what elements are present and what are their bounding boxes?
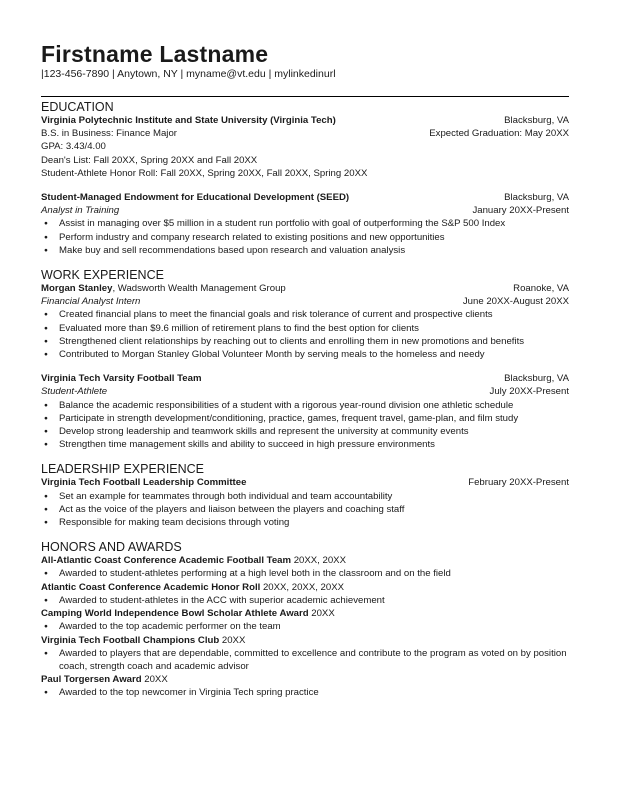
award-years: 20XX [308, 608, 335, 620]
list-item: ● Strengthen time management skills and ability to succeed in high pressure environments [41, 438, 569, 451]
school-name: Virginia Polytechnic Institute and State University (Virginia Tech) [41, 115, 336, 126]
leadership-org: Virginia Tech Football Leadership Committee [41, 477, 247, 489]
job-row [41, 372, 569, 385]
section-title-honors: HONORS AND AWARDS [41, 540, 182, 555]
leadership-row [41, 476, 569, 489]
award-line [41, 581, 569, 594]
list-item: ● Awarded to student-athletes performing at a high level both in the classroom and on the field [41, 567, 569, 580]
seed-role: Analyst in Training [41, 205, 120, 217]
award-name: All-Atlantic Coast Conference Academic Football Team [41, 555, 292, 567]
list-item: ● Assist in managing over $5 million in a student run portfolio with goal of outperforming the S&P 500 Index [41, 217, 569, 230]
list-item: ● Balance the academic responsibilities of a student with a rigorous year-round division one athletic schedule [41, 399, 569, 412]
list-item: ● Perform industry and company research related to existing positions and new opportunities [41, 231, 569, 244]
award-line [41, 673, 569, 686]
work-section [41, 268, 569, 451]
list-item: ● Set an example for teammates through both individual and team accountability [41, 490, 569, 503]
resume-body [41, 100, 569, 700]
seed-row [41, 191, 569, 204]
honor-roll: Student-Athlete Honor Roll: Fall 20XX, Spring 20XX, Fall 20XX, Spring 20XX [41, 167, 368, 179]
award-name: Virginia Tech Football Champions Club [41, 634, 220, 646]
job-org: Virginia Tech Varsity Football Team [41, 373, 202, 385]
list-item: ● Participate in strength development/conditioning, practice, games, frequent travel, game-plan, and film study [41, 412, 569, 425]
list-item: ● Contributed to Morgan Stanley Global Volunteer Month by serving meals to the homeless and needy [41, 348, 569, 361]
leadership-section [41, 462, 569, 529]
school-location: Blacksburg, VA [504, 115, 569, 126]
job-org: Morgan Stanley [41, 283, 113, 295]
job-role-row [41, 385, 569, 398]
section-title-education: EDUCATION [41, 100, 114, 114]
award-line [41, 607, 569, 620]
deans-list: Dean's List: Fall 20XX, Spring 20XX and Fall 20XX [41, 154, 258, 166]
list-item: ● Act as the voice of the players and liaison between the players and coaching staff [41, 503, 569, 516]
job-dates: July 20XX-Present [489, 386, 569, 398]
award-name: Atlantic Coast Conference Academic Honor Roll [41, 581, 261, 593]
gpa: GPA: 3.43/4.00 [41, 141, 106, 153]
list-item: ● Awarded to players that are dependable, committed to excellence and contribute to the program as voted on by position coach, strength coach and academic advisor [41, 647, 569, 673]
award-line [41, 554, 569, 567]
job-role: Student-Athlete [41, 386, 108, 398]
header-divider [41, 96, 569, 97]
job-role-row [41, 295, 569, 308]
leadership-bullets [41, 490, 569, 530]
education-section [41, 100, 569, 257]
job-location: Blacksburg, VA [504, 373, 569, 385]
section-title-leadership: LEADERSHIP EXPERIENCE [41, 462, 205, 477]
award-line [41, 634, 569, 647]
list-item: ● Created financial plans to meet the financial goals and risk tolerance of current and prospective clients [41, 308, 569, 321]
list-item: ● Awarded to the top newcomer in Virginia Tech spring practice [41, 686, 569, 699]
award-name: Paul Torgersen Award [41, 674, 142, 686]
school-row [41, 114, 569, 127]
seed-dates: January 20XX-Present [472, 205, 569, 217]
award-name: Camping World Independence Bowl Scholar Athlete Award [41, 608, 309, 620]
degree: B.S. in Business: Finance Major [41, 128, 177, 140]
job-row [41, 282, 569, 295]
award-years: 20XX, 20XX, 20XX [260, 581, 345, 593]
seed-role-row [41, 204, 569, 217]
award-years: 20XX [141, 674, 168, 686]
list-item: ● Responsible for making team decisions through voting [41, 516, 569, 529]
candidate-name: Firstname Lastname [41, 41, 269, 67]
leadership-dates: February 20XX-Present [468, 477, 569, 489]
seed-org: Student-Managed Endowment for Educational Development (SEED) [41, 192, 350, 204]
graduation-date: Expected Graduation: May 20XX [429, 128, 569, 140]
award-years: 20XX, 20XX [291, 555, 346, 567]
job-org-suffix: , Wadsworth Wealth Management Group [112, 283, 286, 295]
job-location: Roanoke, VA [513, 283, 569, 295]
job-bullets [41, 399, 569, 452]
seed-location: Blacksburg, VA [504, 192, 569, 204]
list-item: ● Awarded to the top academic performer on the team [41, 620, 569, 633]
job-bullets [41, 308, 569, 361]
list-item: ● Evaluated more than $9.6 million of retirement plans to find the best option for clients [41, 322, 569, 335]
list-item: ● Make buy and sell recommendations based upon research and valuation analysis [41, 244, 569, 257]
list-item: ● Develop strong leadership and teamwork skills and represent the university at community events [41, 425, 569, 438]
degree-row [41, 127, 569, 140]
seed-bullets [41, 217, 569, 257]
list-item: ● Strengthened client relationships by reaching out to clients and enrolling them in new promotions and benefits [41, 335, 569, 348]
honors-section [41, 540, 569, 699]
contact-line: |123-456-7890 | Anytown, NY | myname@vt.edu | mylinkedinurl [41, 68, 336, 80]
job-role: Financial Analyst Intern [41, 296, 141, 308]
award-years: 20XX [219, 634, 246, 646]
section-title-work: WORK EXPERIENCE [41, 268, 164, 283]
list-item: ● Awarded to student-athletes in the ACC with superior academic achievement [41, 594, 569, 607]
job-dates: June 20XX-August 20XX [462, 296, 569, 308]
